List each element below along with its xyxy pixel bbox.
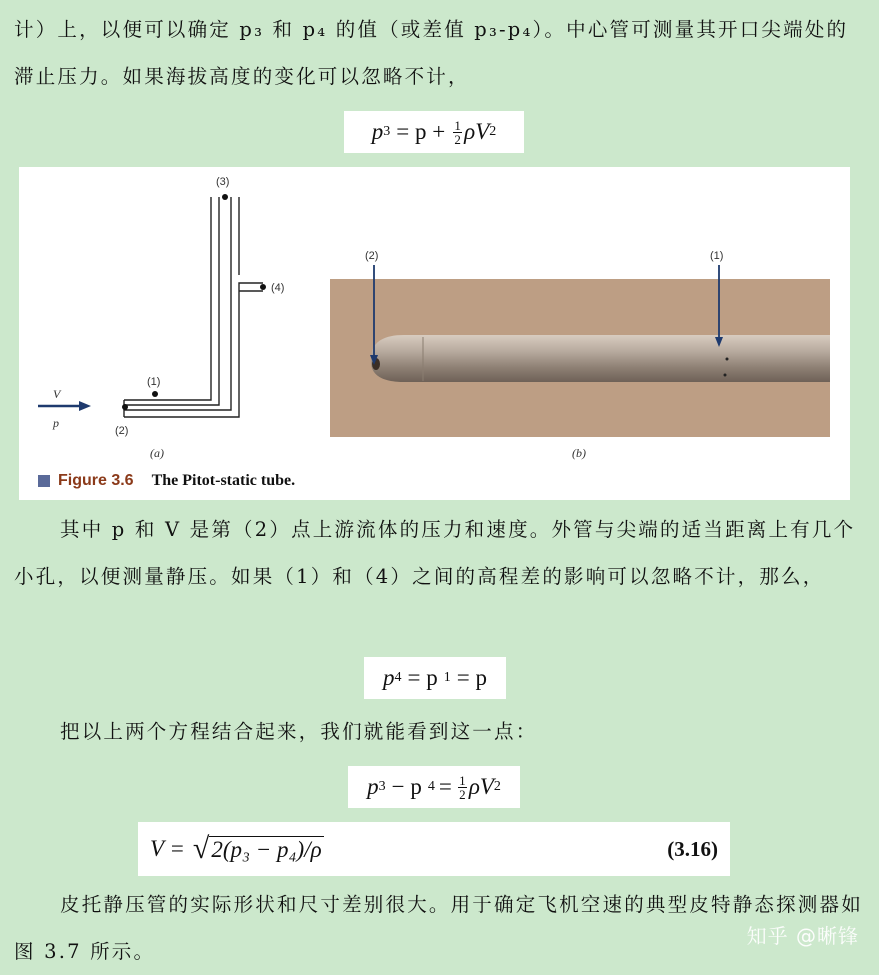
figure-number: Figure 3.6 <box>58 472 134 489</box>
paragraph-3: 把以上两个方程结合起来，我们就能看到这一点： <box>60 720 538 743</box>
paragraph-4: 皮托静压管的实际形状和尺寸差别很大。用于确定飞机空速的典型皮特静态探测器如图 3.7 所示。 <box>14 893 863 963</box>
figure-title: The Pitot-static tube. <box>151 472 296 489</box>
figure-pitot-static-tube <box>19 167 850 500</box>
paragraph-2: 其中 p 和 V 是第（2）点上游流体的压力和速度。外管与尖端的适当距离上有几个小孔，以便测量静压。如果（1）和（4）之间的高程差的影响可以忽略不计，那么， <box>14 518 856 588</box>
equation-velocity <box>138 822 730 876</box>
figure-caption <box>38 472 295 490</box>
label-p: p <box>53 416 59 430</box>
eq1-tail-sup: 2 <box>489 124 497 139</box>
eq3-tail: ρV <box>468 774 494 799</box>
eq4-lhs: V = <box>150 836 185 861</box>
eq2-b-sub: 1 <box>443 670 451 685</box>
label-1: (1) <box>147 376 161 388</box>
eq1-frac-den: 2 <box>454 131 461 147</box>
eq3-fraction <box>458 774 467 801</box>
photo-label-2: (2) <box>365 250 379 262</box>
tube-diagram <box>124 197 263 417</box>
eq1-tail: ρV <box>464 119 490 144</box>
eq3-a-sub: 3 <box>378 779 386 794</box>
watermark: 知乎 @晰锋 <box>746 924 859 948</box>
static-hole <box>724 374 727 377</box>
label-v: V <box>53 387 61 401</box>
paragraph-1: 计）上，以便可以确定 p₃ 和 p₄ 的值（或差值 p₃-p₄）。中心管可测量其开口尖端处的滞止压力。如果海拔高度的变化可以忽略不计， <box>14 18 849 88</box>
eq3-b: − p <box>391 774 422 799</box>
eq3-a: p <box>367 774 379 799</box>
probe-tube <box>371 335 830 382</box>
point-4-dot <box>260 284 266 290</box>
label-3: (3) <box>216 176 230 188</box>
eq1-lhs: p <box>371 119 384 144</box>
point-3-dot <box>222 194 228 200</box>
figure-drawing <box>19 167 850 500</box>
static-hole <box>726 358 729 361</box>
eq2-c: = p <box>456 665 487 690</box>
sqrt-icon: √ <box>192 832 210 865</box>
flow-arrow-icon <box>38 401 91 411</box>
eq3-frac-num: 1 <box>459 772 466 788</box>
eq3-b-sub: 4 <box>427 779 435 794</box>
equation-number: (3.16) <box>667 836 718 861</box>
eq4-expression <box>150 832 324 866</box>
point-2-dot <box>122 404 128 410</box>
eq4-radicand: 2(p₃ − p₄)/ρ <box>211 836 322 862</box>
equation-p4 <box>364 657 506 699</box>
eq2-a: p <box>383 665 395 690</box>
equation-difference <box>348 766 520 808</box>
panel-a-label: (a) <box>150 446 164 460</box>
equation-p3 <box>344 111 524 153</box>
label-4: (4) <box>271 282 285 294</box>
eq3-frac-den: 2 <box>459 786 466 802</box>
eq1-frac-num: 1 <box>454 117 461 133</box>
eq3-tail-sup: 2 <box>493 779 501 794</box>
photo-label-1: (1) <box>710 250 724 262</box>
panel-b-label: (b) <box>572 446 586 460</box>
eq3-c: = <box>438 774 452 799</box>
eq1-fraction <box>453 119 462 146</box>
caption-square-icon <box>38 475 50 487</box>
eq2-a-sub: 4 <box>394 670 402 685</box>
eq1-rhs: = p + <box>396 119 446 144</box>
point-1-dot <box>152 391 158 397</box>
label-2: (2) <box>115 425 129 437</box>
eq1-lhs-sub: 3 <box>383 124 391 139</box>
eq2-b: = p <box>407 665 438 690</box>
